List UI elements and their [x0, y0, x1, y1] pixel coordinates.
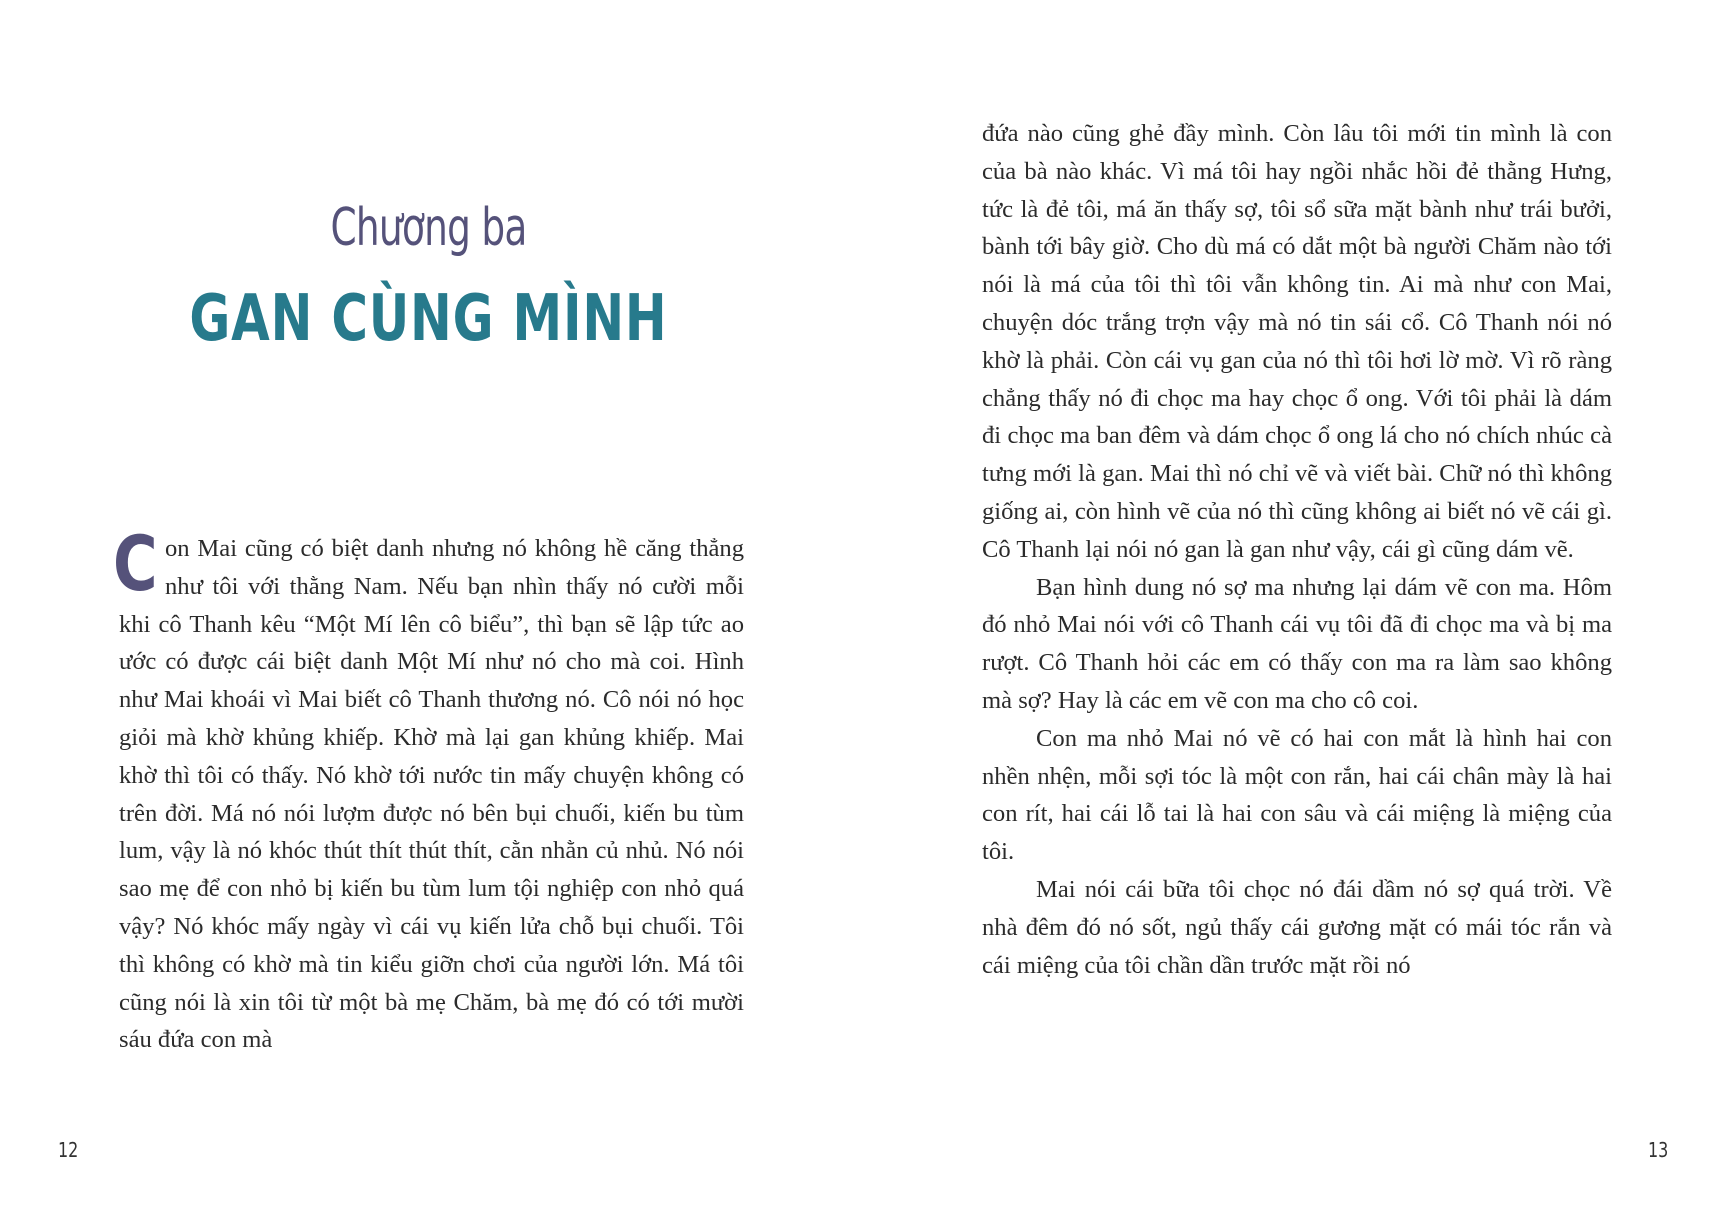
opening-paragraph — [113, 519, 744, 1059]
right-page — [856, 0, 1713, 1211]
opening-paragraph-text: on Mai cũng có biệt danh nhưng nó không hề căng thẳng như tôi với thằng Nam. Nếu bạn nhìn thấy nó cười mỗi khi cô Thanh kêu “Một Mí lên cô biểu”, thì bạn sẽ lập tức ao ước có được cái biệt danh Một Mí như nó cho mà coi. Hình như Mai khoái vì Mai biết cô Thanh thương nó. Cô nói nó học giỏi mà khờ khủng khiếp. Khờ mà lại gan khủng khiếp. Mai khờ thì tôi có thấy. Nó khờ tới nước tin mấy chuyện không có trên đời. Má nó nói lượm được nó bên bụi chuối, kiến bu tùm lum, vậy là nó khóc thút thít thút thít, cằn nhằn củ nhủ. Nó nói sao mẹ để con nhỏ bị kiến bu tùm lum tội nghiệp con nhỏ quá vậy? Nó khóc mấy ngày vì cái vụ kiến lửa chỗ bụi chuối. Tôi thì không có khờ mà tin kiểu giỡn chơi của người lớn. Má tôi cũng nói là xin tôi từ một bà mẹ Chăm, bà mẹ đó có tới mười sáu đứa con mà — [119, 535, 744, 1054]
paragraph: Mai nói cái bữa tôi chọc nó đái dầm nó sợ quá trời. Về nhà đêm đó nó sốt, ngủ thấy cái gương mặt có mái tóc rắn và cái miệng của tôi chần dần trước mặt rồi nó — [982, 875, 1612, 979]
paragraph: Bạn hình dung nó sợ ma nhưng lại dám vẽ con ma. Hôm đó nhỏ Mai nói với cô Thanh cái vụ tôi đã đi chọc ma và bị ma rượt. Cô Thanh hỏi các em có thấy con ma ra làm sao không mà sợ? Hay là các em vẽ con ma cho cô coi. — [982, 573, 1612, 714]
drop-cap: C — [113, 519, 158, 608]
left-page — [0, 0, 856, 1211]
left-page-text — [113, 519, 744, 1059]
chapter-label: Chương ba — [330, 198, 527, 258]
paragraph-continued: đứa nào cũng ghẻ đầy mình. Còn lâu tôi mới tin mình là con của bà nào khác. Vì má tôi hay ngồi nhắc hồi đẻ thằng Hưng, tức là đẻ tôi, má ăn thấy sợ, tôi sổ sữa mặt bành như trái bưởi, bành tới bây giờ. Cho dù má có dắt một bà người Chăm nào tới nói là má của tôi thì tôi vẫn không tin. Ai mà như con Mai, chuyện dóc trắng trợn vậy mà nó tin sái cổ. Cô Thanh nói nó khờ là phải. Còn cái vụ gan của nó thì tôi hơi lờ mờ. Vì rõ ràng chẳng thấy nó đi chọc ma hay chọc ổ ong. Với tôi phải là dám đi chọc ma ban đêm và dám chọc ổ ong lá cho nó chích nhúc cà tưng mới là gan. Mai thì nó chỉ vẽ và viết bài. Chữ nó thì không giống ai, còn hình vẽ của nó thì cũng không ai biết nó vẽ cái gì. Cô Thanh lại nói nó gan là gan như vậy, cái gì cũng dám vẽ. — [982, 120, 1612, 563]
page-number-left: 12 — [58, 1138, 79, 1162]
right-page-text — [982, 115, 1612, 984]
page-number-right: 13 — [1648, 1138, 1669, 1162]
chapter-title: GAN CÙNG MÌNH — [189, 282, 668, 356]
paragraph: Con ma nhỏ Mai nó vẽ có hai con mắt là hình hai con nhền nhện, mỗi sợi tóc là một con rắn, hai cái chân mày là hai con rít, hai cái lỗ tai là hai con sâu và cái miệng là miệng của tôi. — [982, 724, 1612, 866]
